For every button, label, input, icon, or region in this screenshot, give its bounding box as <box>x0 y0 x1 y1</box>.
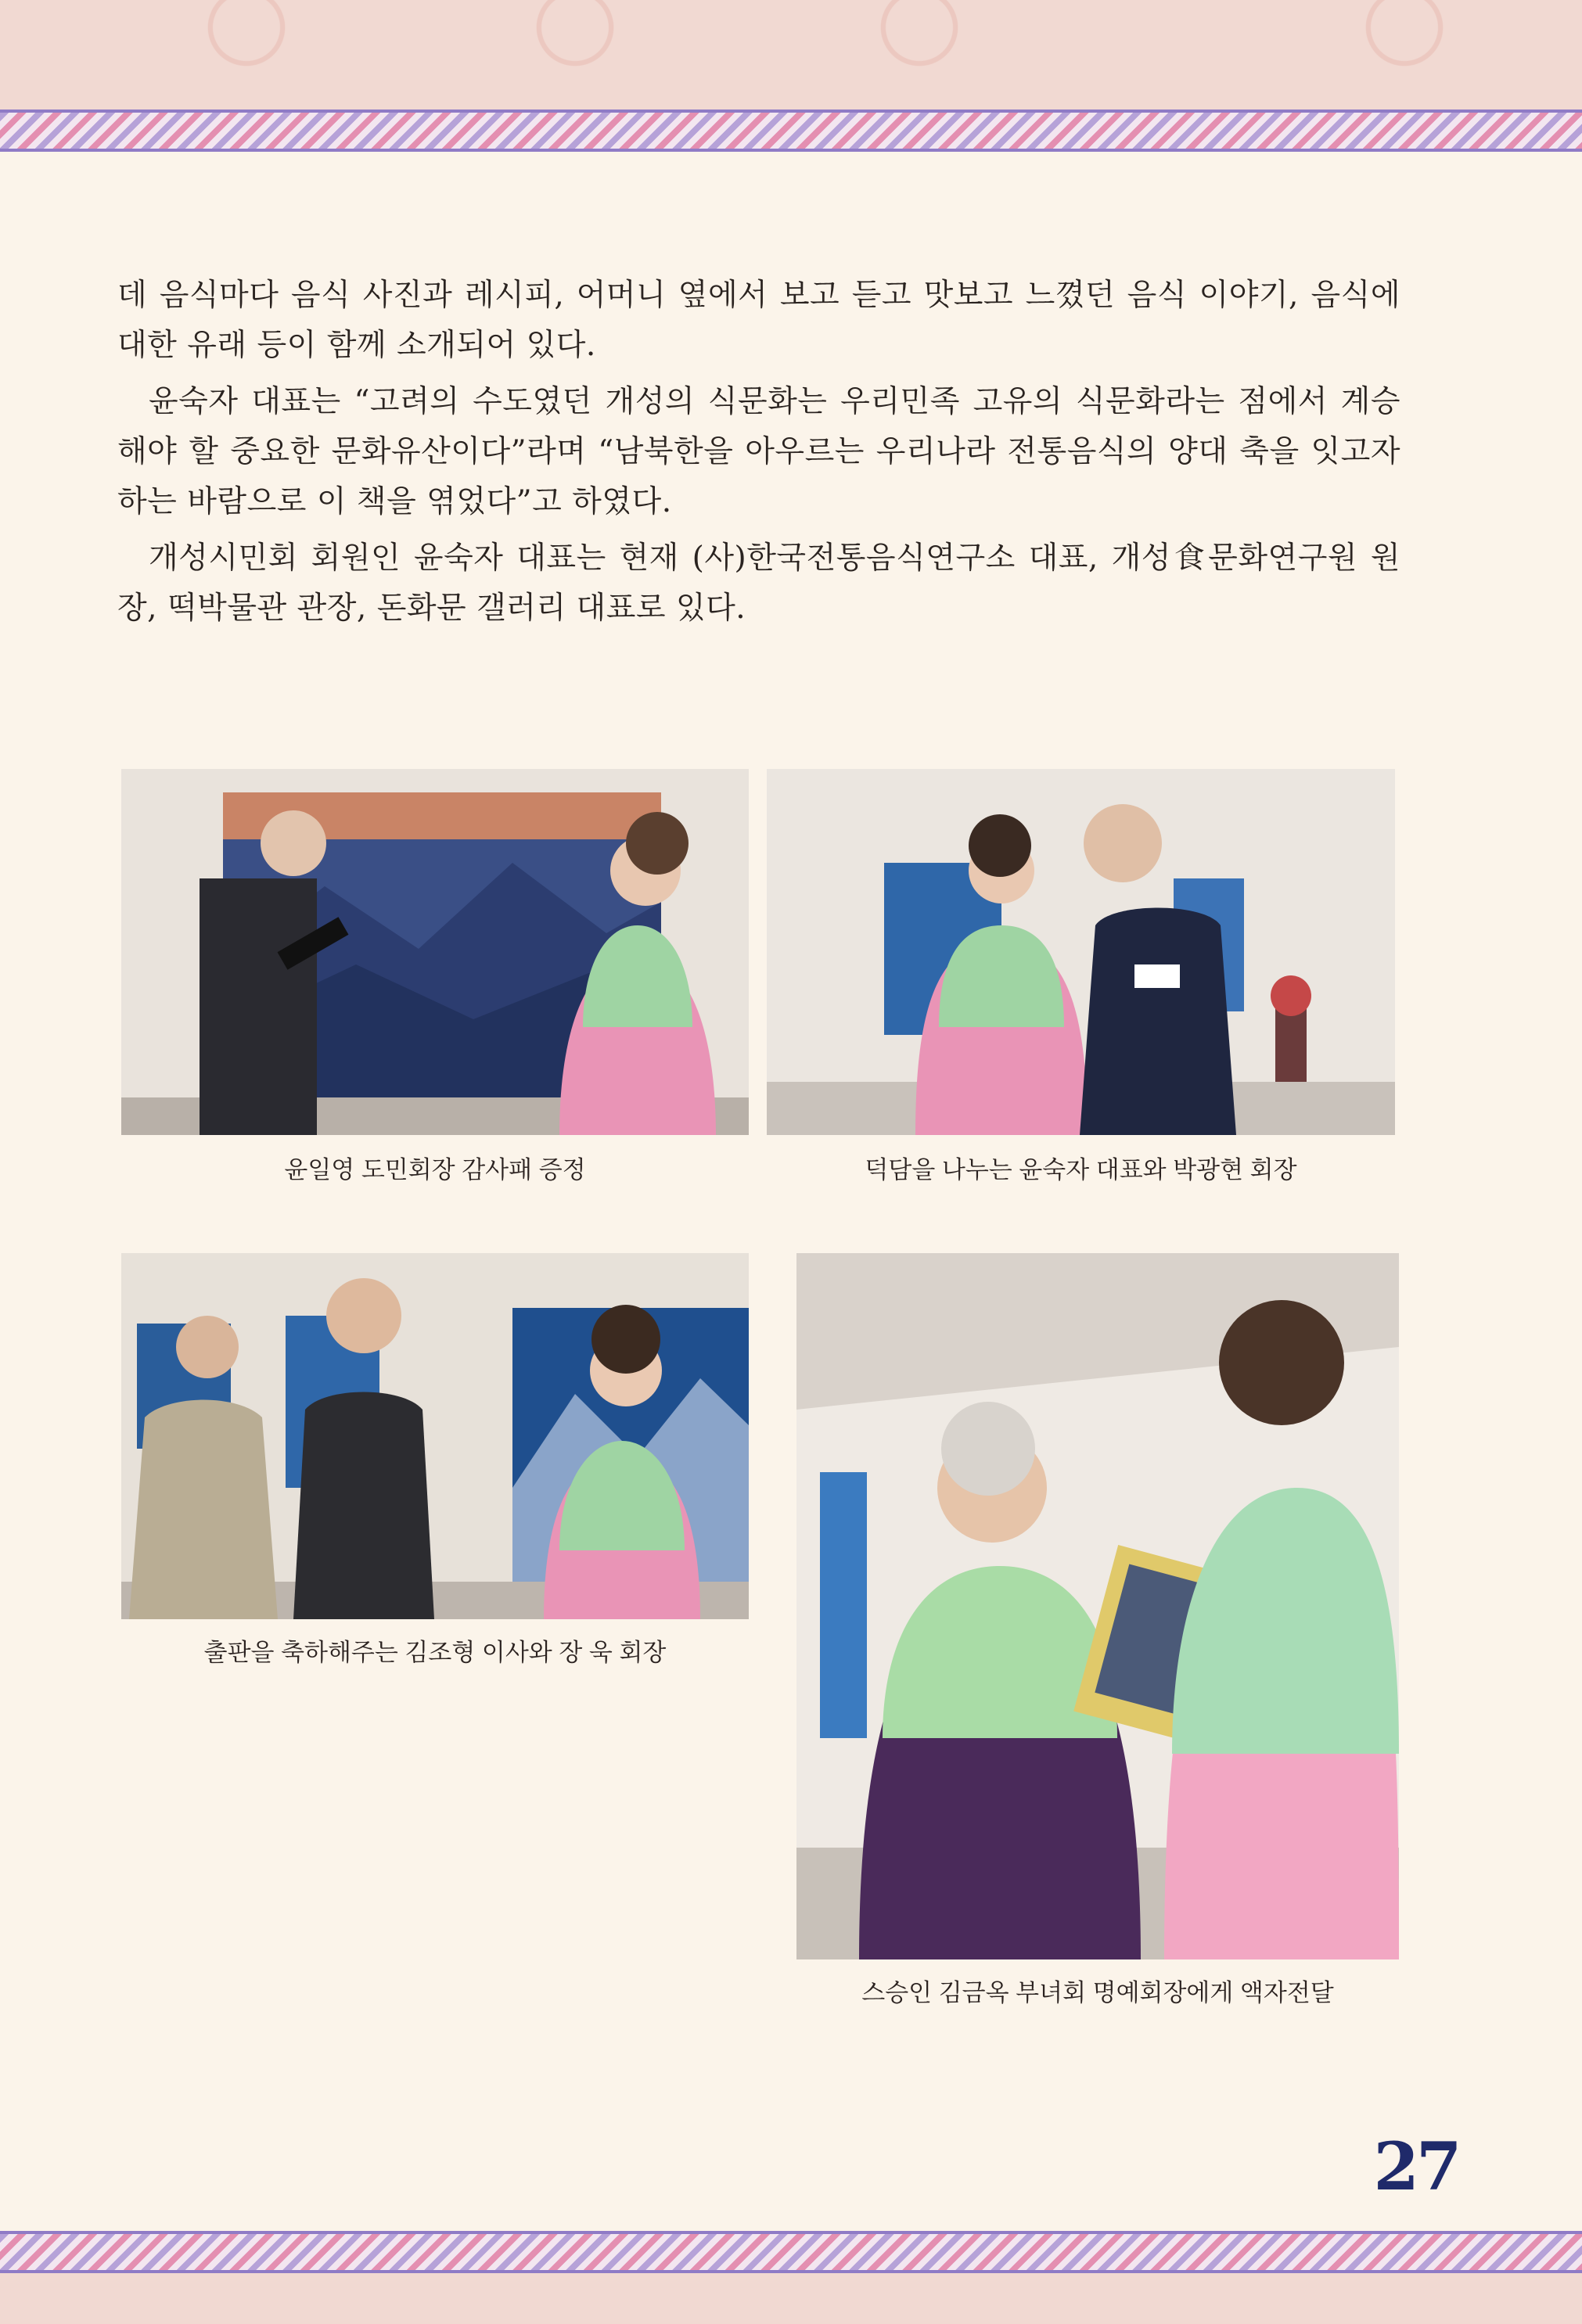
photo-plaque-presentation <box>121 769 749 1135</box>
photo-caption-1: 윤일영 도민회장 감사패 증정 <box>284 1156 586 1184</box>
photo-congratulations <box>121 1253 749 1619</box>
photo-caption-4: 스승인 김금옥 부녀회 명예회장에게 액자전달 <box>861 1979 1334 2006</box>
article-text <box>117 271 1400 640</box>
flower-ornament-icon <box>516 0 634 86</box>
top-zigzag-border <box>0 110 1582 152</box>
bottom-zigzag-border <box>0 2231 1582 2273</box>
paragraph-3: 개성시민회 회원인 윤숙자 대표는 현재 (사)한국전통음식연구소 대표, 개성食문화연구원 원장, 떡박물관 관장, 돈화문 갤러리 대표로 있다. <box>117 541 1400 626</box>
photo-friendly-conversation <box>767 769 1395 1135</box>
photo-congratulations-image <box>121 1253 749 1619</box>
photo-friendly-conversation-image <box>767 769 1395 1135</box>
photo-plaque-presentation-image <box>121 769 749 1135</box>
paragraph-1: 데 음식마다 음식 사진과 레시피, 어머니 옆에서 보고 듣고 맛보고 느꼈던 음식 이야기, 음식에 대한 유래 등이 함께 소개되어 있다. <box>117 278 1400 363</box>
top-decorative-band <box>0 0 1582 110</box>
flower-ornament-icon <box>1346 0 1463 86</box>
bottom-decorative-band <box>0 2273 1582 2324</box>
photo-frame-presentation-image <box>796 1253 1399 1959</box>
paragraph-2: 윤숙자 대표는 “고려의 수도였던 개성의 식문화는 우리민족 고유의 식문화라는 점에서 계승해야 할 중요한 문화유산이다”라며 “남북한을 아우르는 우리나라 전통음식의 양대 축을 잇고자 하는 바람으로 이 책을 엮었다”고 하였다. <box>117 384 1400 519</box>
flower-ornament-icon <box>188 0 305 86</box>
page-number: 27 <box>1373 2128 1459 2205</box>
flower-ornament-icon <box>861 0 978 86</box>
photo-caption-2: 덕담을 나누는 윤숙자 대표와 박광현 회장 <box>865 1156 1297 1184</box>
photo-caption-3: 출판을 축하해주는 김조형 이사와 장 욱 회장 <box>203 1639 667 1666</box>
photo-frame-presentation <box>796 1253 1399 1959</box>
